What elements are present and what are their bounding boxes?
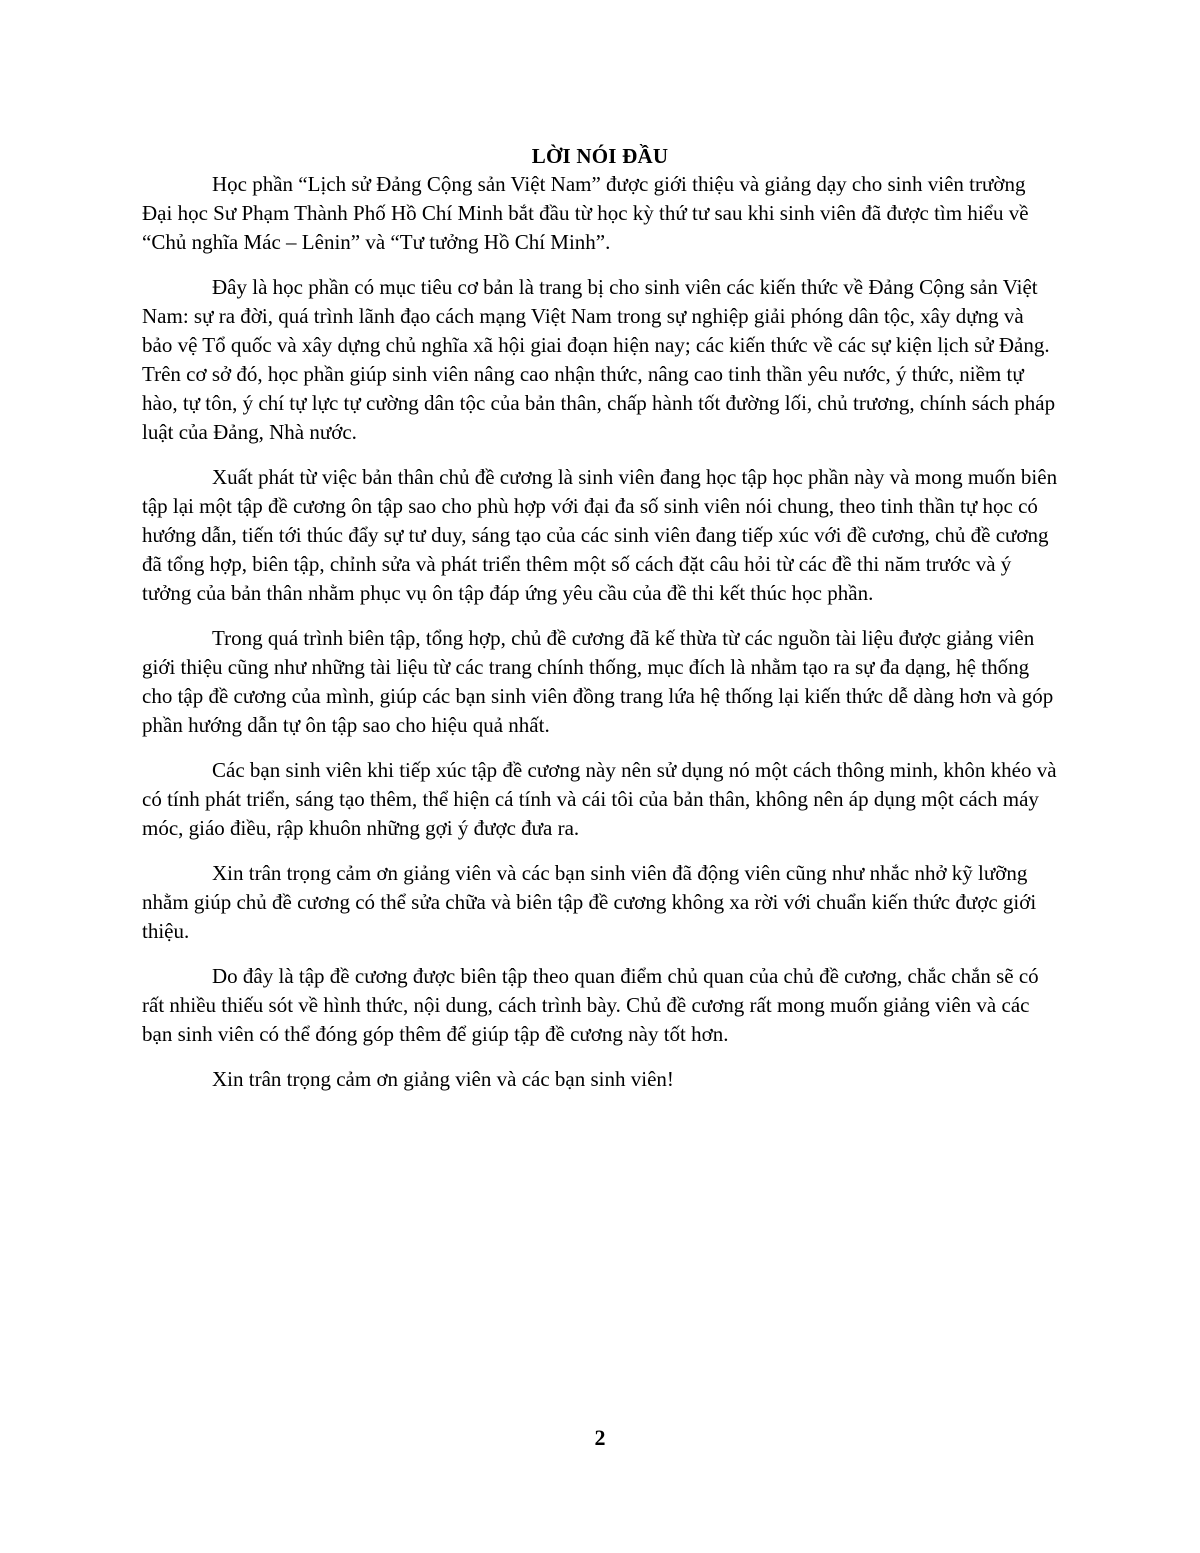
paragraph-1: Học phần “Lịch sử Đảng Cộng sản Việt Nam” được giới thiệu và giảng dạy cho sinh viên trường Đại học Sư Phạm Thành Phố Hồ Chí Minh bắt đầu từ học kỳ thứ tư sau khi sinh viên đã được tìm hiểu về “Chủ nghĩa Mác – Lênin” và “Tư tưởng Hồ Chí Minh”. xyxy=(142,172,1029,254)
page-title: LỜI NÓI ĐẦU xyxy=(531,144,669,168)
paragraph-7: Do đây là tập đề cương được biên tập theo quan điểm chủ quan của chủ đề cương, chắc chắn sẽ có rất nhiều thiếu sót về hình thức, nội dung, cách trình bày. Chủ đề cương rất mong muốn giảng viên và các bạn sinh viên có thể đóng góp thêm để giúp tập đề cương này tốt hơn. xyxy=(142,964,1039,1046)
paragraph-5: Các bạn sinh viên khi tiếp xúc tập đề cương này nên sử dụng nó một cách thông minh, khôn khéo và có tính phát triển, sáng tạo thêm, thể hiện cá tính và cái tôi của bản thân, không nên áp dụng một cách máy móc, giáo điều, rập khuôn những gợi ý được đưa ra. xyxy=(142,758,1057,840)
page-number: 2 xyxy=(594,1425,606,1450)
paragraph-2: Đây là học phần có mục tiêu cơ bản là trang bị cho sinh viên các kiến thức về Đảng Cộng sản Việt Nam: sự ra đời, quá trình lãnh đạo cách mạng Việt Nam trong sự nghiệp giải phóng dân tộc, xây dựng và bảo vệ Tổ quốc và xây dựng chủ nghĩa xã hội giai đoạn hiện nay; các kiến thức về các sự kiện lịch sử Đảng. Trên cơ sở đó, học phần giúp sinh viên nâng cao nhận thức, nâng cao tinh thần yêu nước, ý thức, niềm tự hào, tự tôn, ý chí tự lực tự cường dân tộc của bản thân, chấp hành tốt đường lối, chủ trương, chính sách pháp luật của Đảng, Nhà nước. xyxy=(142,275,1056,444)
paragraph-4: Trong quá trình biên tập, tổng hợp, chủ đề cương đã kế thừa từ các nguồn tài liệu được giảng viên giới thiệu cũng như những tài liệu từ các trang chính thống, mục đích là nhằm tạo ra sự đa dạng, hệ thống cho tập đề cương của mình, giúp các bạn sinh viên đồng trang lứa hệ thống lại kiến thức dễ dàng hơn và góp phần hướng dẫn tự ôn tập sao cho hiệu quả nhất. xyxy=(142,626,1054,737)
paragraph-3: Xuất phát từ việc bản thân chủ đề cương là sinh viên đang học tập học phần này và mong muốn biên tập lại một tập đề cương ôn tập sao cho phù hợp với đại đa số sinh viên nói chung, theo tinh thần tự học có hướng dẫn, tiến tới thúc đẩy sự tư duy, sáng tạo của các sinh viên đang tiếp xúc với đề cương, chủ đề cương đã tổng hợp, biên tập, chỉnh sửa và phát triển thêm một số cách đặt câu hỏi từ các đề thi năm trước và ý tưởng của bản thân nhằm phục vụ ôn tập đáp ứng yêu cầu của đề thi kết thúc học phần. xyxy=(142,465,1058,605)
paragraph-6: Xin trân trọng cảm ơn giảng viên và các bạn sinh viên đã động viên cũng như nhắc nhở kỹ lưỡng nhằm giúp chủ đề cương có thể sửa chữa và biên tập đề cương không xa rời với chuẩn kiến thức được giới thiệu. xyxy=(142,861,1037,943)
paragraph-8: Xin trân trọng cảm ơn giảng viên và các bạn sinh viên! xyxy=(212,1067,674,1091)
page-content xyxy=(142,142,1058,1110)
